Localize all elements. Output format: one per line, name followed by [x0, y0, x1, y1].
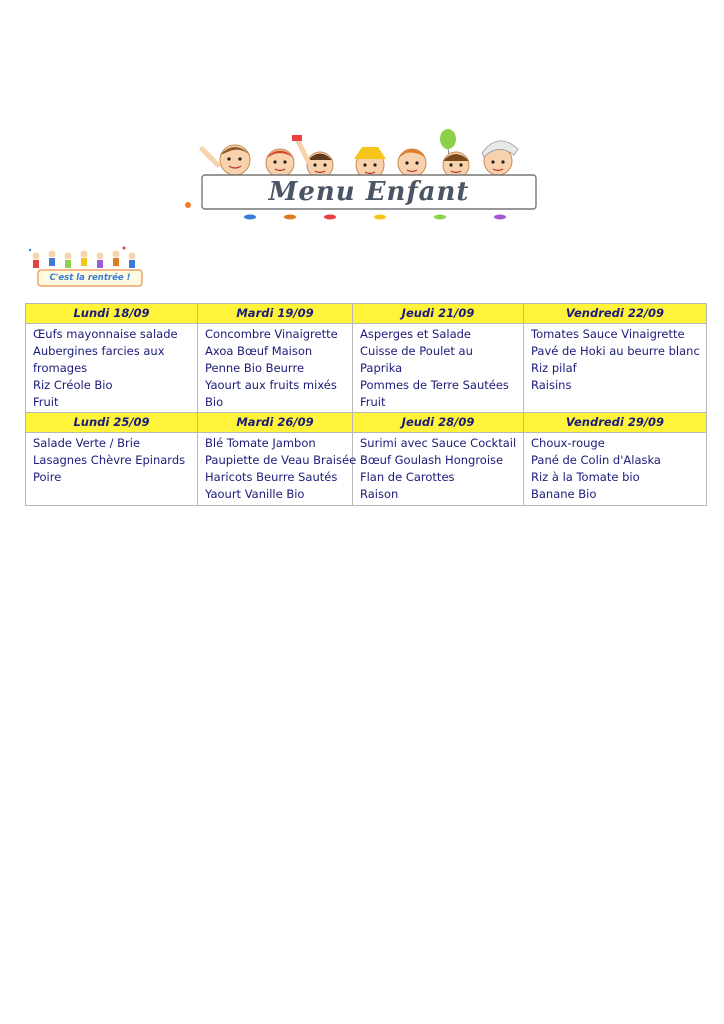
day-header: Vendredi 29/09	[524, 413, 707, 433]
day-menu-cell	[353, 324, 524, 413]
day-menu-cell	[26, 433, 198, 506]
dish-item: Yaourt Vanille Bio	[205, 487, 305, 501]
day-menu-cell	[198, 433, 357, 506]
dish-item: Surimi avec Sauce Cocktail	[360, 436, 517, 450]
dish-item: Fruit	[33, 395, 59, 409]
dish-item: Asperges et Salade	[360, 327, 471, 341]
dish-item: Riz Créole Bio	[33, 378, 113, 392]
dish-item: Raisins	[531, 378, 572, 392]
dish-item: Cuisse de Poulet au Paprika	[360, 344, 473, 375]
day-header: Mardi 26/09	[198, 413, 353, 433]
day-menu-cell	[353, 433, 524, 506]
dish-item: Paupiette de Veau Braisée	[205, 453, 357, 467]
day-header: Lundi 18/09	[26, 304, 198, 324]
dish-item: Banane Bio	[531, 487, 597, 501]
dish-item: Fruit	[360, 395, 386, 409]
dish-item: Blé Tomate Jambon	[205, 436, 316, 450]
rentree-text: C'est la rentrée !	[49, 273, 131, 283]
day-header: Mardi 19/09	[198, 304, 353, 324]
rentree-badge	[24, 246, 146, 290]
day-menu-cell	[524, 433, 707, 506]
dish-item: Choux-rouge	[531, 436, 605, 450]
week-header-row	[26, 304, 707, 324]
dish-item: Flan de Carottes	[360, 470, 455, 484]
dish-item: Poire	[33, 470, 62, 484]
dish-item: Axoa Bœuf Maison	[205, 344, 313, 358]
day-menu-cell	[198, 324, 353, 413]
day-menu-cell	[524, 324, 707, 413]
dish-item: Pané de Colin d'Alaska	[531, 453, 661, 467]
dish-item: Haricots Beurre Sautés	[205, 470, 338, 484]
day-header: Vendredi 22/09	[524, 304, 707, 324]
day-menu-cell	[26, 324, 198, 413]
dish-item: Riz pilaf	[531, 361, 577, 375]
dish-item: Œufs mayonnaise salade	[33, 327, 178, 341]
day-header: Jeudi 21/09	[353, 304, 524, 324]
banner-title: Menu Enfant	[268, 177, 470, 207]
dish-item: Pommes de Terre Sautées	[360, 378, 509, 392]
dish-item: Aubergines farcies aux fromages	[33, 344, 165, 375]
menu-table	[25, 303, 707, 506]
week-dishes-row	[26, 433, 707, 506]
dish-item: Bœuf Goulash Hongroise	[360, 453, 504, 467]
day-header: Lundi 25/09	[26, 413, 198, 433]
dish-item: Yaourt aux fruits mixés Bio	[205, 378, 337, 409]
dish-item: Riz à la Tomate bio	[531, 470, 640, 484]
week-header-row	[26, 413, 707, 433]
week-dishes-row	[26, 324, 707, 413]
dish-item: Pavé de Hoki au beurre blanc	[531, 344, 700, 358]
dish-item: Lasagnes Chèvre Epinards	[33, 453, 186, 467]
dish-item: Salade Verte / Brie	[33, 436, 141, 450]
dish-item: Concombre Vinaigrette	[205, 327, 338, 341]
dish-item: Raison	[360, 487, 399, 501]
dish-item: Tomates Sauce Vinaigrette	[531, 327, 685, 341]
dish-item: Penne Bio Beurre	[205, 361, 305, 375]
menu-enfant-banner	[180, 125, 550, 225]
day-header: Jeudi 28/09	[353, 413, 524, 433]
